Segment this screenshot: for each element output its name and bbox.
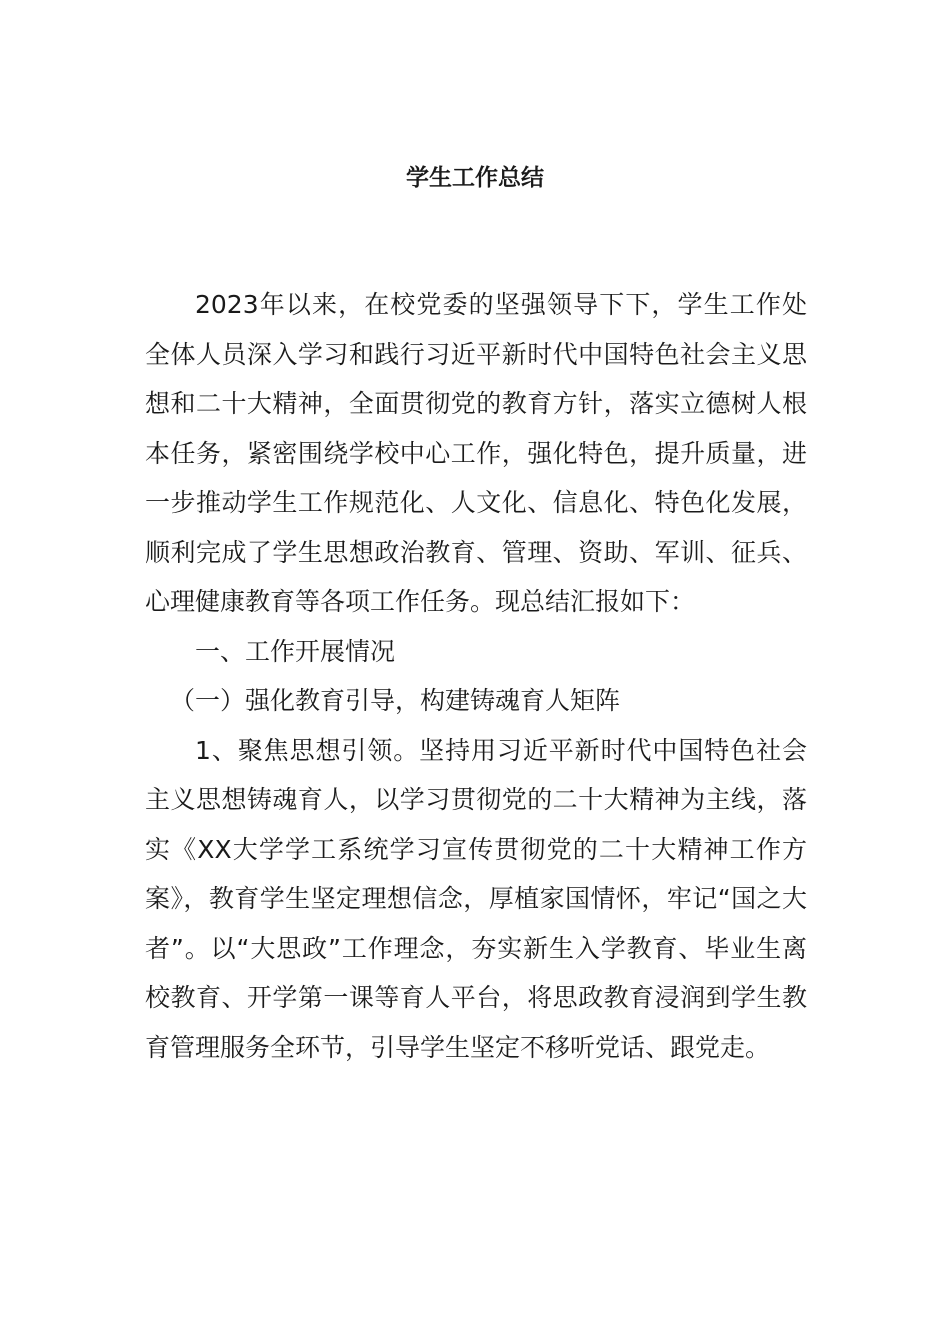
item-paragraph: 1、聚焦思想引领。坚持用习近平新时代中国特色社会主义思想铸魂育人，以学习贯彻党的二十大精神为主线，落实《XX大学学工系统学习宣传贯彻党的二十大精神工作方案》，教育学生坚定理想信念，厚植家国情怀，牢记“国之大者”。以“大思政”工作理念，夯实新生入学教育、毕业生离校教育、开学第一课等育人平台，将思政教育浸润到学生教育管理服务全环节，引导学生坚定不移听党话、跟党走。 bbox=[145, 735, 807, 1062]
section-heading: 一、工作开展情况 bbox=[195, 636, 396, 666]
subsection-heading: （一）强化教育引导，构建铸魂育人矩阵 bbox=[170, 686, 621, 715]
document-title: 学生工作总结 bbox=[406, 165, 544, 191]
intro-paragraph: 2023年以来，在校党委的坚强领导下下，学生工作处全体人员深入学习和践行习近平新时代中国特色社会主义思想和二十大精神，全面贯彻党的教育方针，落实立德树人根本任务，紧密围绕学校中心工作，强化特色，提升质量，进一步推动学生工作规范化、人文化、信息化、特色化发展，顺利完成了学生思想政治教育、管理、资助、军训、征兵、心理健康教育等各项工作任务。现总结汇报如下： bbox=[145, 290, 807, 616]
document-body bbox=[145, 280, 807, 1072]
